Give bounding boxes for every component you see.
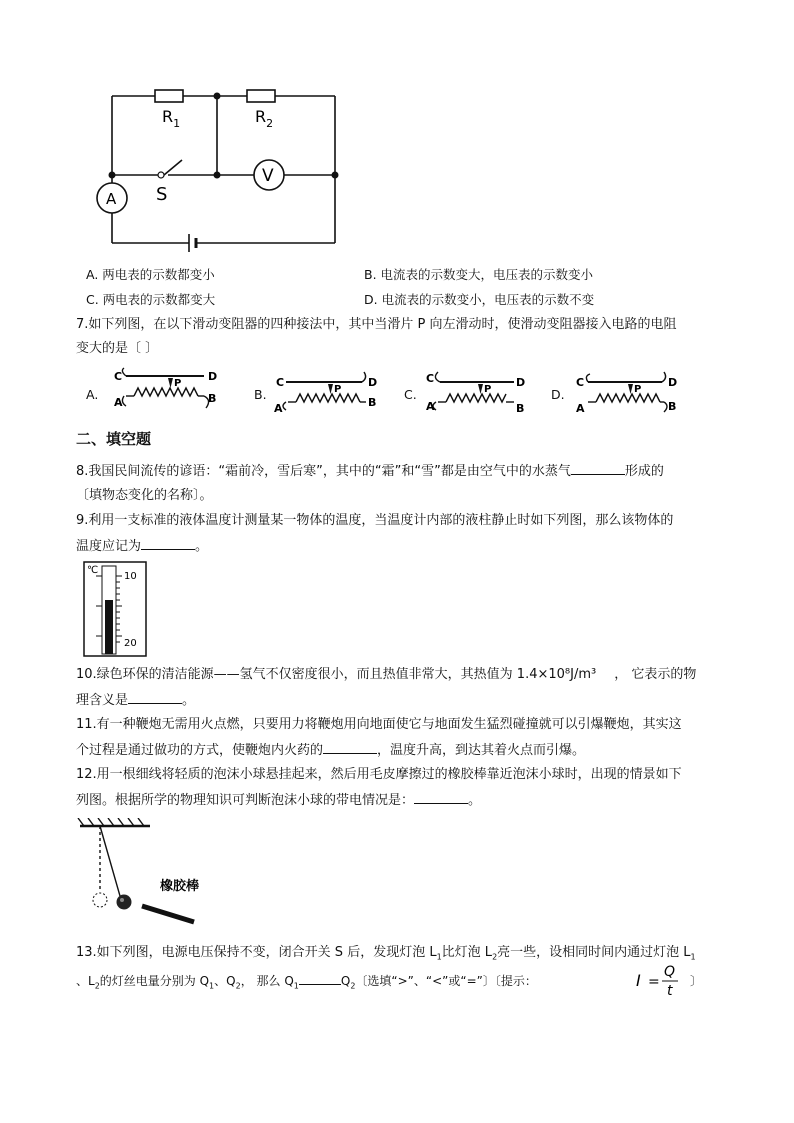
q7-line2: 变大的是〔 〕 (76, 341, 159, 356)
q8-line2: 〔填物态变化的名称〕。 (76, 488, 213, 503)
q13-line1: 13.如下列图，电源电压保持不变，闭合开关 S 后，发现灯泡 $L_1$比灯泡 $L_2$亮一些，设相同时间内通过灯泡 $L_1$ (76, 945, 696, 962)
q12-line2: 列图。根据所学的物理知识可判断泡沫小球的带电情况是： 。 (76, 793, 482, 808)
voltmeter-label: V (262, 166, 274, 186)
rheostat-a (112, 366, 222, 416)
rheostat-d (572, 368, 682, 418)
rod-label: 橡胶棒 (160, 879, 200, 894)
svg-text:I: I (636, 971, 641, 990)
svg-text:D: D (208, 370, 218, 383)
q11-answer-blank[interactable] (323, 741, 377, 754)
svg-text:t: t (667, 983, 673, 999)
formula-i-q-t (634, 960, 694, 1000)
resistor-r2 (247, 90, 275, 102)
q7-option-c: C. (404, 387, 417, 402)
rheostat-b (272, 368, 382, 418)
liquid-column (105, 600, 113, 654)
svg-text:℃: ℃ (87, 565, 99, 576)
q6-option-b: B. 电流表的示数变大，电压表的示数变小 (364, 267, 594, 282)
svg-text:A: A (274, 402, 283, 415)
q13-line2: 、$L_2$的灯丝电量分别为 $Q_1$、$Q_2$， 那么 $Q_1$ $Q_2$〔选填“>”、“<”或“=”〕〔提示： (76, 974, 537, 991)
svg-text:20: 20 (124, 638, 137, 649)
q10-answer-blank[interactable] (128, 691, 182, 704)
q12-line1: 12.用一根细线将轻质的泡沫小球悬挂起来，然后用毛皮摩擦过的橡胶棒靠近泡沫小球时，出现的情景如下 (76, 767, 682, 782)
q12-answer-blank[interactable] (414, 791, 468, 804)
svg-text:C: C (576, 376, 585, 389)
q9-line1: 9.利用一支标准的液体温度计测量某一物体的温度，当温度计内部的液柱静止时如下列图，那么该物体的 (76, 513, 674, 528)
switch-label: S (156, 184, 168, 205)
q13-answer-blank[interactable] (299, 972, 341, 985)
q6-option-c: C. 两电表的示数都变大 (86, 292, 216, 307)
circuit-diagram (90, 80, 350, 255)
svg-text:P: P (484, 384, 492, 395)
q9-answer-blank[interactable] (141, 537, 195, 550)
q7-option-d: D. (551, 387, 565, 402)
section-heading: 二、填空题 (76, 430, 152, 448)
q6-option-d: D. 电流表的示数变小，电压表的示数不变 (364, 292, 595, 307)
r2-label: $R_2$ (255, 107, 274, 130)
q7-option-b: B. (254, 387, 267, 402)
q7-option-a: A. (86, 387, 99, 402)
thermometer-figure (80, 560, 152, 660)
rheostat-c (422, 368, 532, 418)
svg-text:C: C (426, 372, 435, 385)
svg-text:10: 10 (124, 571, 137, 582)
svg-text:A: A (576, 402, 585, 415)
q8-line1: 8.我国民间流传的谚语：“霜前冷，雪后寒”，其中的“霜”和“雪”都是由空气中的水蒸气 形成的 (76, 464, 664, 479)
svg-text:B: B (368, 396, 377, 409)
pendulum-figure (76, 818, 216, 926)
q6-option-a: A. 两电表的示数都变小 (86, 267, 215, 282)
foam-ball (117, 895, 132, 910)
svg-text:A: A (114, 396, 123, 409)
q10-line1: 10.绿色环保的清洁能源——氢气不仅密度很小，而且热值非常大，其热值为 1.4×10⁸J/m³ ， 它表示的物 (76, 667, 697, 682)
q8-answer-blank[interactable] (571, 462, 625, 475)
q13-closing-paren: 〕 (690, 974, 703, 988)
svg-text:Q: Q (664, 964, 676, 980)
q7-line1: 7.如下列图，在以下滑动变阻器的四种接法中，其中当滑片 P 向左滑动时，使滑动变阻器接入电路的电阻 (76, 317, 677, 332)
svg-text:B: B (668, 400, 677, 413)
svg-text:=: = (648, 974, 660, 990)
svg-text:D: D (516, 376, 526, 389)
q10-line2: 理含义是 。 (76, 693, 196, 708)
svg-text:A: A (426, 400, 435, 413)
r1-label: $R_1$ (162, 107, 181, 130)
svg-text:B: B (208, 392, 217, 405)
svg-text:P: P (174, 378, 182, 389)
svg-text:P: P (334, 384, 342, 395)
q11-line2: 个过程是通过做功的方式，使鞭炮内火药的 ，温度升高，到达其着火点而引爆。 (76, 743, 586, 758)
svg-text:B: B (516, 402, 525, 415)
svg-text:C: C (114, 370, 123, 383)
svg-text:C: C (276, 376, 285, 389)
svg-text:D: D (368, 376, 378, 389)
svg-text:P: P (634, 384, 642, 395)
resistor-r1 (155, 90, 183, 102)
svg-text:D: D (668, 376, 678, 389)
q9-line2: 温度应记为 。 (76, 539, 209, 554)
ammeter-label: A (106, 190, 117, 208)
q11-line1: 11.有一种鞭炮无需用火点燃，只要用力将鞭炮用向地面使它与地面发生猛烈碰撞就可以引爆鞭炮，其实这 (76, 717, 682, 732)
